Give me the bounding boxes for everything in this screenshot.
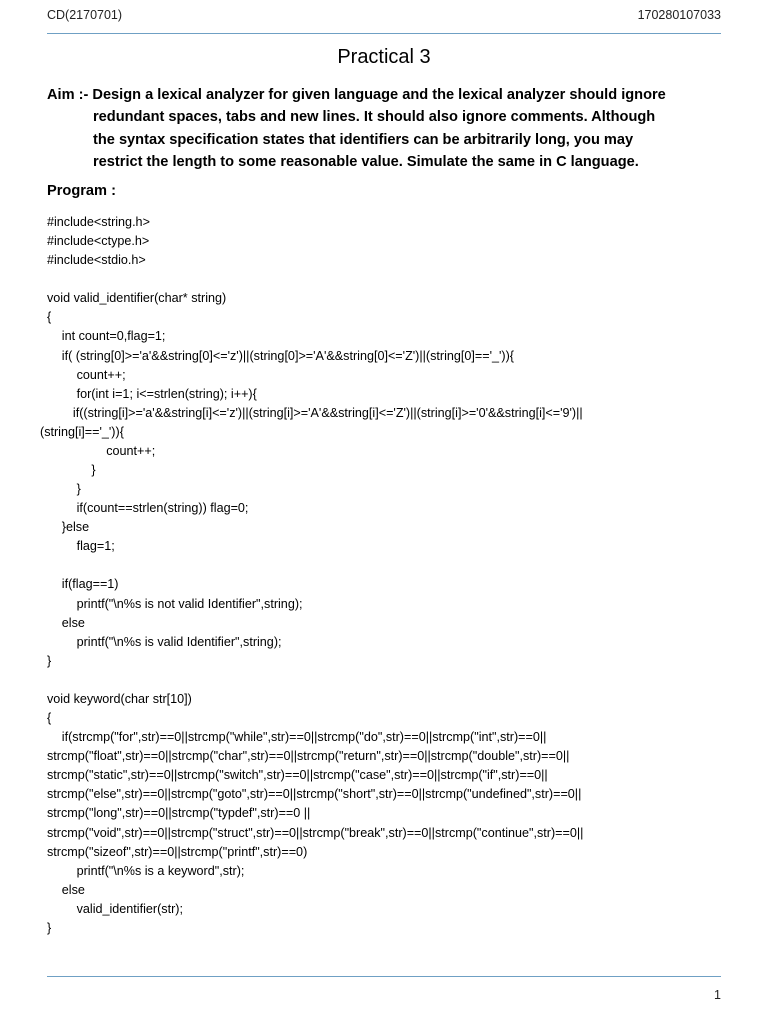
code-line: strcmp("static",str)==0||strcmp("switch",str)==0||strcmp("case",str)==0||strcmp("if",str)==0|| xyxy=(47,768,548,783)
header-course-code: CD(2170701) xyxy=(47,8,123,22)
code-line: else xyxy=(61,882,85,897)
aim-text-1: Design a lexical analyzer for given language and the lexical analyzer should ignore xyxy=(92,87,666,103)
code-line: strcmp("else",str)==0||strcmp("goto",str)==0||strcmp("short",str)==0||strcmp("undefined",str)==0|| xyxy=(47,787,582,802)
code-line: printf("\n%s is a keyword",str); xyxy=(76,863,245,878)
code-line: for(int i=1; i<=strlen(string); i++){ xyxy=(76,386,257,401)
aim-text-2: redundant spaces, tabs and new lines. It should also ignore comments. Although xyxy=(93,109,656,126)
code-line: #include<stdio.h> xyxy=(47,253,146,268)
aim-label: Aim :- xyxy=(47,87,93,103)
code-line: printf("\n%s is valid Identifier",string); xyxy=(76,634,282,649)
code-line: void keyword(char str[10]) xyxy=(47,691,192,706)
code-line: else xyxy=(61,615,85,630)
code-line: strcmp("sizeof",str)==0||strcmp("printf",str)==0) xyxy=(47,844,308,859)
code-line: } xyxy=(47,920,52,935)
code-line: strcmp("long",str)==0||strcmp("typdef",str)==0 || xyxy=(47,806,311,821)
code-line: count++; xyxy=(106,443,156,458)
code-line: if( (string[0]>='a'&&string[0]<='z')||(string[0]>='A'&&string[0]<='Z')||(string[0]=='_')){ xyxy=(61,348,515,363)
code-line: valid_identifier(str); xyxy=(76,901,183,916)
code-line: #include<ctype.h> xyxy=(47,234,150,249)
code-line: strcmp("float",str)==0||strcmp("char",str)==0||strcmp("return",str)==0||strcmp("double",str)==0|| xyxy=(47,749,570,764)
page-title: Practical 3 xyxy=(337,46,431,68)
code-line: { xyxy=(47,711,52,726)
code-line: printf("\n%s is not valid Identifier",string); xyxy=(76,596,303,611)
code-line: int count=0,flag=1; xyxy=(61,329,166,344)
page-number: 1 xyxy=(714,988,721,1002)
code-listing xyxy=(0,213,768,938)
code-line: flag=1; xyxy=(76,539,115,554)
aim-text-4: restrict the length to some reasonable value. Simulate the same in C language. xyxy=(93,153,639,170)
code-line: } xyxy=(47,653,52,668)
code-line: void valid_identifier(char* string) xyxy=(47,291,227,306)
code-line: if(flag==1) xyxy=(61,577,119,592)
header-enrollment-number: 170280107033 xyxy=(637,8,721,22)
code-line: { xyxy=(47,310,52,325)
code-line: (string[i]=='_')){ xyxy=(40,424,124,439)
code-line: count++; xyxy=(76,367,126,382)
code-line: if(count==strlen(string)) flag=0; xyxy=(76,501,249,516)
code-line: } xyxy=(91,463,96,478)
code-line: if(strcmp("for",str)==0||strcmp("while",str)==0||strcmp("do",str)==0||strcmp("int",str)==0|| xyxy=(61,730,547,745)
code-line xyxy=(0,270,768,289)
header-divider xyxy=(47,33,721,34)
code-line: strcmp("void",str)==0||strcmp("struct",str)==0||strcmp("break",str)==0||strcmp("continue",str)==0|| xyxy=(47,825,584,840)
code-line: if((string[i]>='a'&&string[i]<='z')||(string[i]>='A'&&string[i]<='Z')||(string[i]>='0'&&string[i]<='9')|| xyxy=(72,405,583,420)
aim-line-1 xyxy=(47,84,727,106)
code-line xyxy=(0,671,768,690)
code-line: }else xyxy=(61,520,90,535)
code-line: #include<string.h> xyxy=(47,215,150,229)
aim-block xyxy=(47,84,727,173)
aim-text-3: the syntax specification states that identifiers can be arbitrarily long, you may xyxy=(93,131,634,148)
program-label: Program : xyxy=(47,183,116,199)
code-line xyxy=(0,556,768,575)
footer-divider xyxy=(47,976,721,977)
code-line: } xyxy=(76,482,81,497)
